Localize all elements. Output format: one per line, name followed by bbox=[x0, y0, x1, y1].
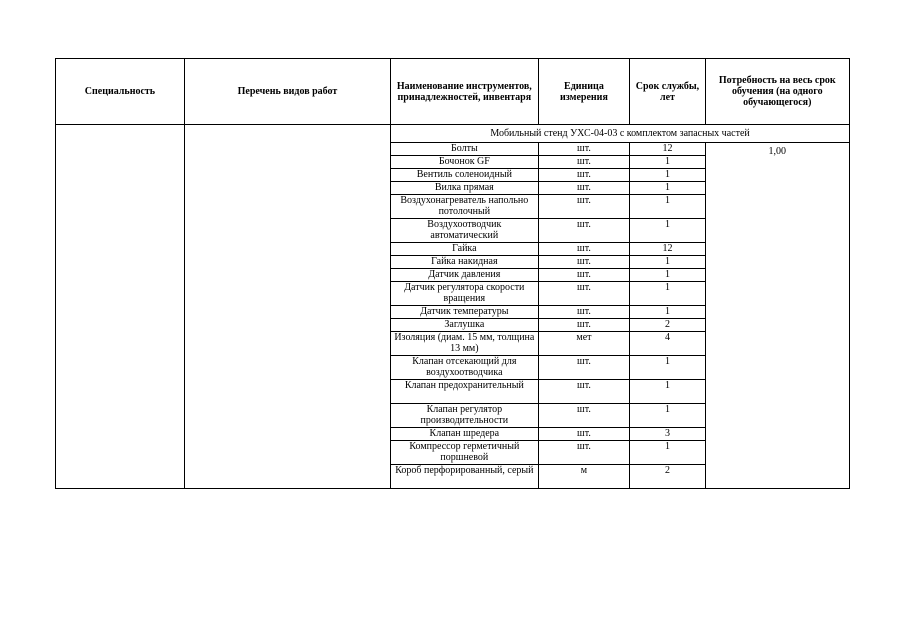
life-cell: 12 bbox=[630, 243, 705, 256]
group-row bbox=[56, 125, 850, 143]
life-cell: 1 bbox=[630, 182, 705, 195]
unit-cell: шт. bbox=[538, 182, 630, 195]
life-cell: 1 bbox=[630, 269, 705, 282]
life-cell: 1 bbox=[630, 441, 705, 465]
equipment-table bbox=[55, 58, 850, 489]
life-cell: 1 bbox=[630, 356, 705, 380]
unit-cell: мет bbox=[538, 332, 630, 356]
header-works: Перечень видов работ bbox=[184, 59, 390, 125]
item-name-cell: Короб перфорированный, серый bbox=[391, 465, 538, 489]
item-name-cell: Вентиль соленоидный bbox=[391, 169, 538, 182]
unit-cell: шт. bbox=[538, 441, 630, 465]
item-name-cell: Датчик давления bbox=[391, 269, 538, 282]
unit-cell: шт. bbox=[538, 219, 630, 243]
unit-cell: шт. bbox=[538, 256, 630, 269]
need-value-cell: 1,00 bbox=[705, 143, 849, 489]
unit-cell: шт. bbox=[538, 143, 630, 156]
header-item: Наименование инструментов, принадлежностей, инвентаря bbox=[391, 59, 538, 125]
life-cell: 3 bbox=[630, 428, 705, 441]
life-cell: 2 bbox=[630, 465, 705, 489]
life-cell: 1 bbox=[630, 404, 705, 428]
item-name-cell: Датчик температуры bbox=[391, 306, 538, 319]
life-cell: 4 bbox=[630, 332, 705, 356]
unit-cell: шт. bbox=[538, 319, 630, 332]
life-cell: 1 bbox=[630, 282, 705, 306]
item-name-cell: Гайка накидная bbox=[391, 256, 538, 269]
unit-cell: шт. bbox=[538, 195, 630, 219]
unit-cell: шт. bbox=[538, 269, 630, 282]
item-name-cell: Гайка bbox=[391, 243, 538, 256]
life-cell: 1 bbox=[630, 306, 705, 319]
unit-cell: шт. bbox=[538, 169, 630, 182]
item-name-cell: Болты bbox=[391, 143, 538, 156]
life-cell: 1 bbox=[630, 256, 705, 269]
unit-cell: шт. bbox=[538, 428, 630, 441]
item-name-cell: Воздухонагреватель напольно потолочный bbox=[391, 195, 538, 219]
item-name-cell: Датчик регулятора скорости вращения bbox=[391, 282, 538, 306]
group-title: Мобильный стенд УХС-04-03 с комплектом запасных частей bbox=[391, 125, 850, 143]
works-cell bbox=[184, 125, 390, 489]
life-cell: 1 bbox=[630, 156, 705, 169]
life-cell: 1 bbox=[630, 195, 705, 219]
item-name-cell: Заглушка bbox=[391, 319, 538, 332]
item-name-cell: Компрессор герметичный поршневой bbox=[391, 441, 538, 465]
header-need: Потребность на весь срок обучения (на одного обучающегося) bbox=[705, 59, 849, 125]
life-cell: 1 bbox=[630, 169, 705, 182]
specialty-cell bbox=[56, 125, 185, 489]
unit-cell: шт. bbox=[538, 380, 630, 404]
life-cell: 1 bbox=[630, 380, 705, 404]
header-unit: Единица измерения bbox=[538, 59, 630, 125]
item-name-cell: Воздухоотводчик автоматический bbox=[391, 219, 538, 243]
item-name-cell: Бочонок GF bbox=[391, 156, 538, 169]
item-name-cell: Вилка прямая bbox=[391, 182, 538, 195]
item-name-cell: Клапан шредера bbox=[391, 428, 538, 441]
unit-cell: шт. bbox=[538, 404, 630, 428]
unit-cell: шт. bbox=[538, 306, 630, 319]
unit-cell: шт. bbox=[538, 243, 630, 256]
life-cell: 1 bbox=[630, 219, 705, 243]
item-name-cell: Клапан отсекающий для воздухоотводчика bbox=[391, 356, 538, 380]
header-row bbox=[56, 59, 850, 125]
life-cell: 12 bbox=[630, 143, 705, 156]
unit-cell: шт. bbox=[538, 156, 630, 169]
life-cell: 2 bbox=[630, 319, 705, 332]
item-name-cell: Изоляция (диам. 15 мм, толщина 13 мм) bbox=[391, 332, 538, 356]
unit-cell: шт. bbox=[538, 282, 630, 306]
item-name-cell: Клапан предохранительный bbox=[391, 380, 538, 404]
header-specialty: Специальность bbox=[56, 59, 185, 125]
unit-cell: шт. bbox=[538, 356, 630, 380]
unit-cell: м bbox=[538, 465, 630, 489]
item-name-cell: Клапан регулятор производительности bbox=[391, 404, 538, 428]
header-life: Срок службы, лет bbox=[630, 59, 705, 125]
